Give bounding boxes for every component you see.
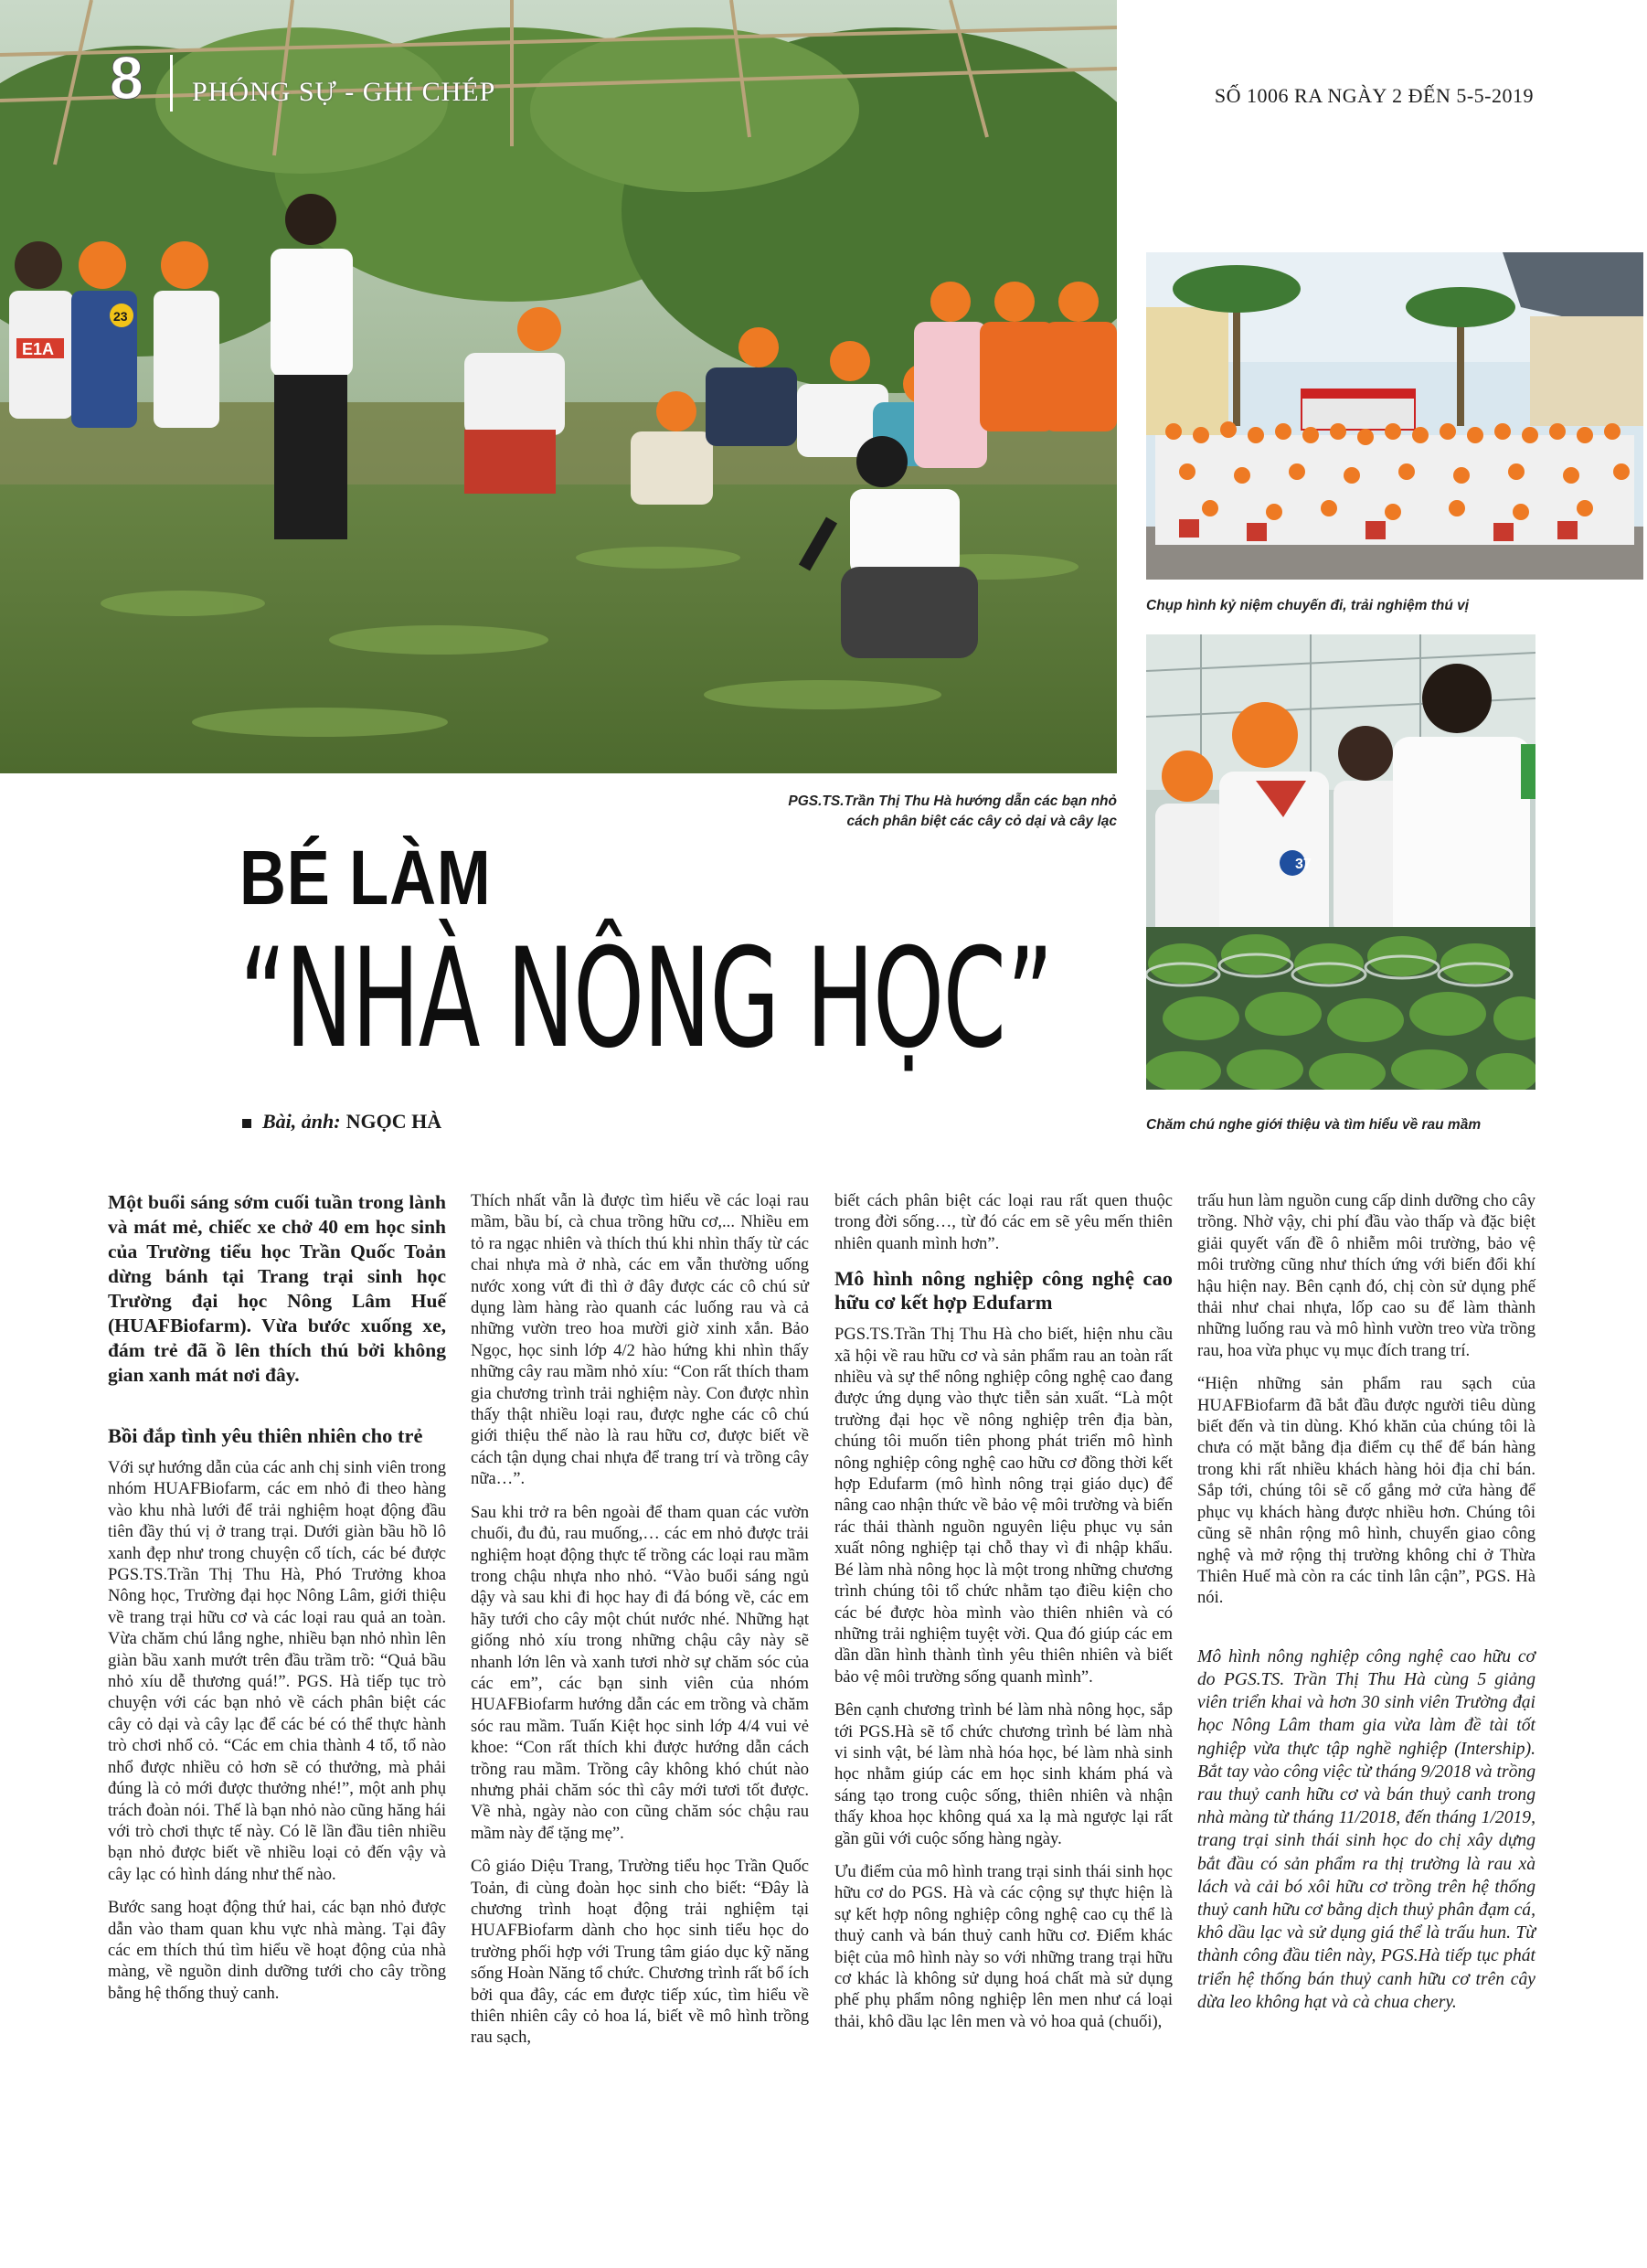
group-photo	[1146, 252, 1643, 580]
issue-date: SỐ 1006 RA NGÀY 2 ĐẾN 5-5-2019	[1214, 84, 1534, 107]
paragraph: Thích nhất vẫn là được tìm hiểu về các loại rau mầm, bầu bí, cà chua trồng hữu cơ,... Nhiều em tỏ ra ngạc nhiên và thích thú khi nhìn thấy từ các chai nhựa mà ở nhà, các em vẫn thường uống nước xong vứt đi thì ở đây được các cô chú sử dụng làm hàng rào quanh các luống rau và cả những vườn treo hoa mười giờ xinh xắn. Bảo Ngọc, học sinh lớp 4/2 hào hứng khi nhìn thấy những cây rau mầm nhỏ xíu: “Con rất thích tham gia chương trình trải nghiệm này. Con được nhìn thấy thật nhiều loại rau, được nghe các cô chú giới thiệu thế nào là rau hữu cơ, được biết về cách tận dụng chai nhựa để trang trí và trồng cây nữa…”.	[471, 1191, 809, 1489]
paragraph: trấu hun làm nguồn cung cấp dinh dưỡng cho cây trồng. Nhờ vậy, chi phí đầu vào thấp và đặc biệt giải quyết vấn đề ô nhiễm môi trường, bảo vệ môi trường cũng như thích ứng với biến đổi khí hậu hiện nay. Bên cạnh đó, chị còn sử dụng phế thải như chai nhựa, lốp cao su để làm thành những luống rau và mô hình vườn treo vừa trồng rau, hoa vừa phục vụ mục đích trang trí.	[1197, 1191, 1535, 1360]
subheading: Bồi đắp tình yêu thiên nhiên cho trẻ	[108, 1424, 423, 1447]
paragraph: Bước sang hoạt động thứ hai, các bạn nhỏ được dẫn vào tham quan khu vực nhà màng. Tại đây các em thích thú tìm hiểu về hoạt động của nhà màng, về nguồn dinh dưỡng tưới cho cây trồng bằng hệ thống thuỷ canh.	[108, 1898, 446, 2003]
paragraph: PGS.TS.Trần Thị Thu Hà cho biết, hiện nhu cầu xã hội về rau hữu cơ và sản phẩm rau an toàn rất nhiều và sự thể nông nghiệp công nghệ cao đang được ứng dụng vào thực tiễn sản xuất. “Là một trường đại học về nông nghiệp trên địa bàn, chúng tôi muốn tiên phong phát triển mô hình nông nghiệp công nghệ cao hữu cơ đồng thời kết hợp Edufarm (mô hình nông trại giáo dục) để nâng cao nhận thức về bảo vệ môi trường và biến rác thải thành nguồn nguyên liệu phục vụ sản xuất nông nghiệp tại chỗ thay vì đi nhập khẩu. Bé làm nhà nông học là một trong những chương trình chúng tôi tổ chức nhằm tạo điều kiện cho các bé được hòa mình vào thiên nhiên và có những trải nghiệm tuyệt vời. Qua đó giúp các em dần dần hình thành tình yêu thiên nhiên và biết bảo vệ môi trường sống quanh mình”.	[834, 1325, 1173, 1687]
seedling-photo	[1146, 634, 1535, 1090]
main-photo-caption	[788, 792, 1117, 832]
headline-kicker: BÉ LÀM	[239, 835, 492, 921]
caption-line: PGS.TS.Trần Thị Thu Hà hướng dẫn các bạn nhỏ	[788, 793, 1117, 809]
byline-author: NGỌC HÀ	[345, 1110, 442, 1133]
byline-bullet	[242, 1119, 251, 1128]
paragraph: Sau khi trở ra bên ngoài để tham quan các vườn chuối, đu đủ, rau muống,… các em nhỏ được trải nghiệm hoạt động thực tế trồng các loại rau mầm trong chậu nhựa nho nhỏ. “Vào buổi sáng ngủ dậy và sau khi đi học hay đi đá bóng về, các em hãy tưới cho cây một chút nước nhé. Những hạt giống nhỏ xíu trong những chậu cây này sẽ nhanh lớn lên và xanh tươi nhờ sự chăm sóc của các em”, các bạn sinh viên của nhóm HUAFBiofarm hướng dẫn các em trồng và chăm sóc rau mầm. Tuấn Kiệt học sinh lớp 4/4 vui vẻ khoe: “Con rất thích khi được hướng dẫn cách trồng rau mầm. Trồng cây không khó chút nào nhưng phải chăm sóc thì cây mới tươi tốt được. Về nhà, ngày nào con cũng chăm sóc chậu rau mầm này để tặng mẹ”.	[471, 1502, 809, 1843]
page-number: 8	[110, 44, 142, 112]
headline-title: “NHÀ NÔNG HỌC”	[239, 920, 1053, 1079]
header-divider	[170, 55, 173, 112]
paragraph: Cô giáo Diệu Trang, Trường tiểu học Trần Quốc Toản, đi cùng đoàn học sinh cho biết: “Đây là chương trình hoạt động trải nghiệm tại HUAFBiofarm dành cho học sinh tiểu học do trường phối hợp với Trung tâm giáo dục kỹ năng sống Hoàn Năng tổ chức. Chương trình rất bổ ích bởi qua đây, các em được tiếp xúc, tìm hiểu về thiên nhiên cây cỏ hoa lá, biết về mô hình trồng rau sạch,	[471, 1857, 809, 2048]
paragraph: Ưu điểm của mô hình trang trại sinh thái sinh học hữu cơ do PGS. Hà và các cộng sự thực hiện là sự kết hợp nông nghiệp công nghệ cao cụ thể là thuỷ canh và bán thuỷ canh hữu cơ. Điểm khác biệt của mô hình này so với những trang trại hữu cơ khác là không sử dụng hoá chất mà sử dụng phế phụ phẩm nông nghiệp lên men như cá loại thải, khô dầu lạc lên men và vỏ hoa quả (chuối),	[834, 1861, 1173, 2031]
byline	[242, 1110, 441, 1134]
group-photo-caption: Chụp hình kỷ niệm chuyến đi, trải nghiệm thú vị	[1146, 598, 1470, 613]
sidebar-paragraph: Mô hình nông nghiệp công nghệ cao hữu cơ do PGS.TS. Trần Thị Thu Hà cùng 5 giảng viên triển khai và hơn 30 sinh viên Trường đại học Nông Lâm tham gia vừa làm đề tài tốt nghiệp vừa thực tập nghề nghiệp (Intership). Bắt tay vào công việc từ tháng 9/2018 và trồng rau thuỷ canh hữu cơ và bán thuỷ canh trong nhà màng từ tháng 11/2018, đến tháng 1/2019, trang trại sinh thái sinh học do chị xây dựng bắt đầu có sản phẩm ra thị trường là rau xà lách và cải bó xôi hữu cơ trồng trên hệ thống thuỷ canh hữu cơ bằng dịch thuỷ phân đạm cá, khô dầu lạc và sử dụng giá thể là trấu hun. Từ thành công đầu tiên này, PGS.Hà tiếp tục phát triển hệ thống bán thuỷ canh hữu cơ trên cây dừa leo không hạt và cà chua chery.	[1197, 1646, 1535, 2012]
shirt-number: 23	[113, 309, 128, 324]
shirt-number: 37	[1295, 857, 1312, 872]
byline-label: Bài, ảnh:	[262, 1110, 341, 1133]
paragraph: “Hiện những sản phẩm rau sạch của HUAFBiofarm đã bắt đầu được người tiêu dùng biết đến và tin dùng. Khó khăn của chúng tôi là chưa có mặt bằng địa điểm cụ thể để bán hàng trong khi rất nhiều khách hàng hỏi địa chỉ bán. Sắp tới, chúng tôi sẽ cố gắng mở cửa hàng để phục vụ khách hàng được nhiều hơn. Chúng tôi cũng sẽ nhân rộng mô hình, chuyển giao công nghệ và mở rộng thị trường không chỉ ở Thừa Thiên Huế mà còn ra các tỉnh lân cận”, PGS. Hà nói.	[1197, 1374, 1535, 1608]
shirt-label: E1A	[22, 340, 55, 358]
paragraph: Bên cạnh chương trình bé làm nhà nông học, sắp tới PGS.Hà sẽ tổ chức chương trình bé làm nhà vi sinh vật, bé làm nhà hóa học, bé làm nhà sinh học nhằm giúp các em học sinh khám phá và sáng tạo trong cuộc sống, thiên nhiên và nhận thấy khoa học không quá xa lạ mà ngược lại rất gần gũi với cuộc sống hàng ngày.	[834, 1700, 1173, 1848]
main-photo	[0, 0, 1117, 773]
section-title: PHÓNG SỰ - GHI CHÉP	[192, 77, 496, 107]
paragraph: Với sự hướng dẫn của các anh chị sinh viên trong nhóm HUAFBiofarm, các em nhỏ đi theo hàng vào khu nhà lưới để trải nghiệm hoạt động đầu tiên đầy thú vị ở trang trại. Dưới giàn bầu hồ lô xanh đẹp như trong chuyện cổ tích, các bé được PGS.TS.Trần Thị Thu Hà, Phó Trưởng khoa Nông học, Trường đại học Nông Lâm, giới thiệu về trang trại hữu cơ và các loại rau quả an toàn. Vừa chăm chú lắng nghe, nhiều bạn nhỏ nhìn lên giàn bầu xanh mướt trên đầu trầm trồ: “Quả bầu nhỏ xíu dễ thương quá!”. PGS. Hà tiếp tục trò chuyện với các bạn nhỏ về cách phân biệt các cây cỏ dại và cây lạc để các bé có thể thực hành trò chơi nhổ cỏ. “Các em chia thành 4 tổ, tổ nào nhổ được nhiều cỏ hơn sẽ có thưởng, mà phải đúng là cỏ mới được thưởng nhé!”, một anh phụ trách đoàn nói. Thế là bạn nhỏ nào cũng hăng hái với trò chơi thực tế này. Có lẽ lần đầu tiên nhiều bạn nhỏ được biết về nhiều loại cỏ đến vậy và cây lạc có hình dáng như thế nào.	[108, 1458, 446, 1884]
column-3	[834, 1190, 1173, 2044]
paragraph: biết cách phân biệt các loại rau rất quen thuộc trong đời sống…, từ đó các em sẽ yêu mến thiên nhiên quanh mình hơn”.	[834, 1191, 1173, 1253]
caption-line: cách phân biệt các cây cỏ dại và cây lạc	[846, 814, 1117, 829]
column-4	[1197, 1190, 1535, 2026]
column-1	[108, 1190, 446, 2016]
column-2	[471, 1190, 809, 2060]
lead-paragraph: Một buổi sáng sớm cuối tuần trong lành và mát mẻ, chiếc xe chở 40 em học sinh của Trường tiểu học Trần Quốc Toản dừng bánh tại Trang trại sinh học Trường đại học Nông Lâm Huế (HUAFBiofarm). Vừa bước xuống xe, đám trẻ đã ồ lên thích thú bởi không gian xanh mát nơi đây.	[108, 1191, 446, 1386]
seedling-photo-caption: Chăm chú nghe giới thiệu và tìm hiểu về rau mầm	[1146, 1117, 1482, 1133]
subheading: Mô hình nông nghiệp công nghệ cao hữu cơ kết hợp Edufarm	[834, 1267, 1173, 1315]
